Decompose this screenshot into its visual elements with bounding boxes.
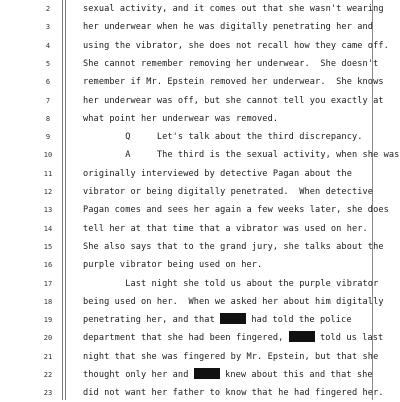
line-text <box>83 18 373 36</box>
line-number: 13 <box>43 206 53 215</box>
line-text <box>83 55 378 73</box>
transcript-line <box>0 275 400 293</box>
line-number: 12 <box>43 188 53 196</box>
line-text-segment: remember if Mr. Epstein removed her underwear. She knows <box>83 77 384 88</box>
line-text-segment: vibrator or being digitally penetrated. When detective <box>83 187 374 197</box>
line-number: 16 <box>43 261 53 270</box>
line-number: 8 <box>45 114 51 123</box>
line-number: 10 <box>43 151 53 160</box>
transcript-line <box>0 329 400 347</box>
line-text-segment: using the vibrator, she does not recall how they came off. <box>83 40 389 51</box>
line-text <box>83 329 383 347</box>
line-text-segment: Q Let's talk about the third discrepancy. <box>83 132 363 143</box>
line-text-segment: had told the police <box>246 315 352 326</box>
line-text <box>83 275 378 293</box>
transcript-line <box>0 128 400 146</box>
line-number: 23 <box>43 389 53 398</box>
line-text-segment: Last night she told us about the purple vibrator <box>83 278 379 289</box>
line-text-segment: purple vibrator being used on her. <box>83 260 263 271</box>
line-text-segment: originally interviewed by detective Pagan about the <box>83 168 352 179</box>
transcript-line <box>0 110 400 128</box>
transcript-line <box>0 165 400 183</box>
line-text-segment: thought only her and <box>83 370 194 380</box>
line-text <box>83 256 262 274</box>
line-number: 2 <box>45 5 51 13</box>
transcript-line <box>0 0 400 18</box>
line-text-segment: A The third is the sexual activity, when she was <box>83 150 400 161</box>
line-number: 5 <box>45 59 51 68</box>
transcript-line <box>0 18 400 36</box>
transcript-line <box>0 55 400 73</box>
line-text-segment: Pagan comes and sees her again a few weeks later, she does <box>83 205 389 216</box>
line-text <box>83 0 384 18</box>
transcript-line <box>0 348 400 366</box>
line-number: 20 <box>43 334 53 343</box>
line-text-segment: told us last <box>314 333 384 344</box>
line-text-segment: did not want her father to know that he had fingered her. <box>83 388 384 399</box>
transcript-line <box>0 366 400 384</box>
line-text-segment: sexual activity, and it comes out that she wasn't wearing <box>83 4 384 14</box>
line-number: 7 <box>45 96 51 105</box>
transcript-line <box>0 220 400 238</box>
line-number: 15 <box>43 242 53 251</box>
line-number: 14 <box>43 224 53 233</box>
line-text <box>83 146 399 164</box>
transcript-line <box>0 201 400 219</box>
line-number: 3 <box>45 23 51 32</box>
transcript-line <box>0 146 400 164</box>
transcript-line <box>0 256 400 274</box>
line-text <box>83 348 378 366</box>
line-text-segment: penetrating her, and that <box>83 315 221 326</box>
line-text <box>83 201 389 219</box>
transcript-line <box>0 238 400 256</box>
line-text-segment: knew about this and that she <box>219 370 373 380</box>
line-number: 4 <box>45 41 51 50</box>
line-number: 18 <box>43 297 53 306</box>
line-text <box>83 366 373 384</box>
line-text-segment: being used on her. When we asked her about him digitally <box>83 296 384 307</box>
transcript-line <box>0 384 400 402</box>
line-number: 6 <box>45 78 51 87</box>
line-number: 19 <box>43 316 53 325</box>
redaction-block <box>194 368 220 379</box>
line-text <box>83 73 384 91</box>
line-text-segment: tell her at that time that a vibrator was used on her. <box>83 223 368 234</box>
transcript-line <box>0 73 400 91</box>
line-text <box>83 128 363 146</box>
line-text <box>83 238 384 256</box>
line-text-segment: She also says that to the grand jury, she talks about the <box>83 241 384 252</box>
line-text <box>83 220 368 238</box>
line-text <box>83 165 352 183</box>
line-text-segment: night that she was fingered by Mr. Epstein, but that she <box>83 351 379 362</box>
line-text-segment: her underwear was off, but she cannot tell you exactly at <box>83 95 384 106</box>
line-text-segment: She cannot remember removing her underwear. She doesn't <box>83 58 379 69</box>
line-text <box>83 92 384 110</box>
line-text-segment: her underwear when he was digitally penetrating her and <box>83 22 374 33</box>
line-text <box>83 293 384 311</box>
line-text <box>83 311 352 329</box>
line-text <box>83 110 278 128</box>
line-text-segment: department that she had been fingered, <box>83 333 289 344</box>
line-text <box>83 384 384 402</box>
transcript-line <box>0 37 400 55</box>
redaction-block <box>289 331 315 342</box>
line-number: 11 <box>43 169 53 178</box>
line-number: 22 <box>43 371 53 379</box>
line-text-segment: what point her underwear was removed. <box>83 113 279 124</box>
transcript-line <box>0 183 400 201</box>
transcript-line <box>0 293 400 311</box>
line-text <box>83 183 373 201</box>
redaction-block <box>220 313 246 324</box>
line-text <box>83 37 389 55</box>
line-number: 21 <box>43 352 53 361</box>
transcript-line <box>0 92 400 110</box>
line-number: 17 <box>43 279 53 288</box>
transcript-line <box>0 311 400 329</box>
line-number: 9 <box>45 133 51 142</box>
